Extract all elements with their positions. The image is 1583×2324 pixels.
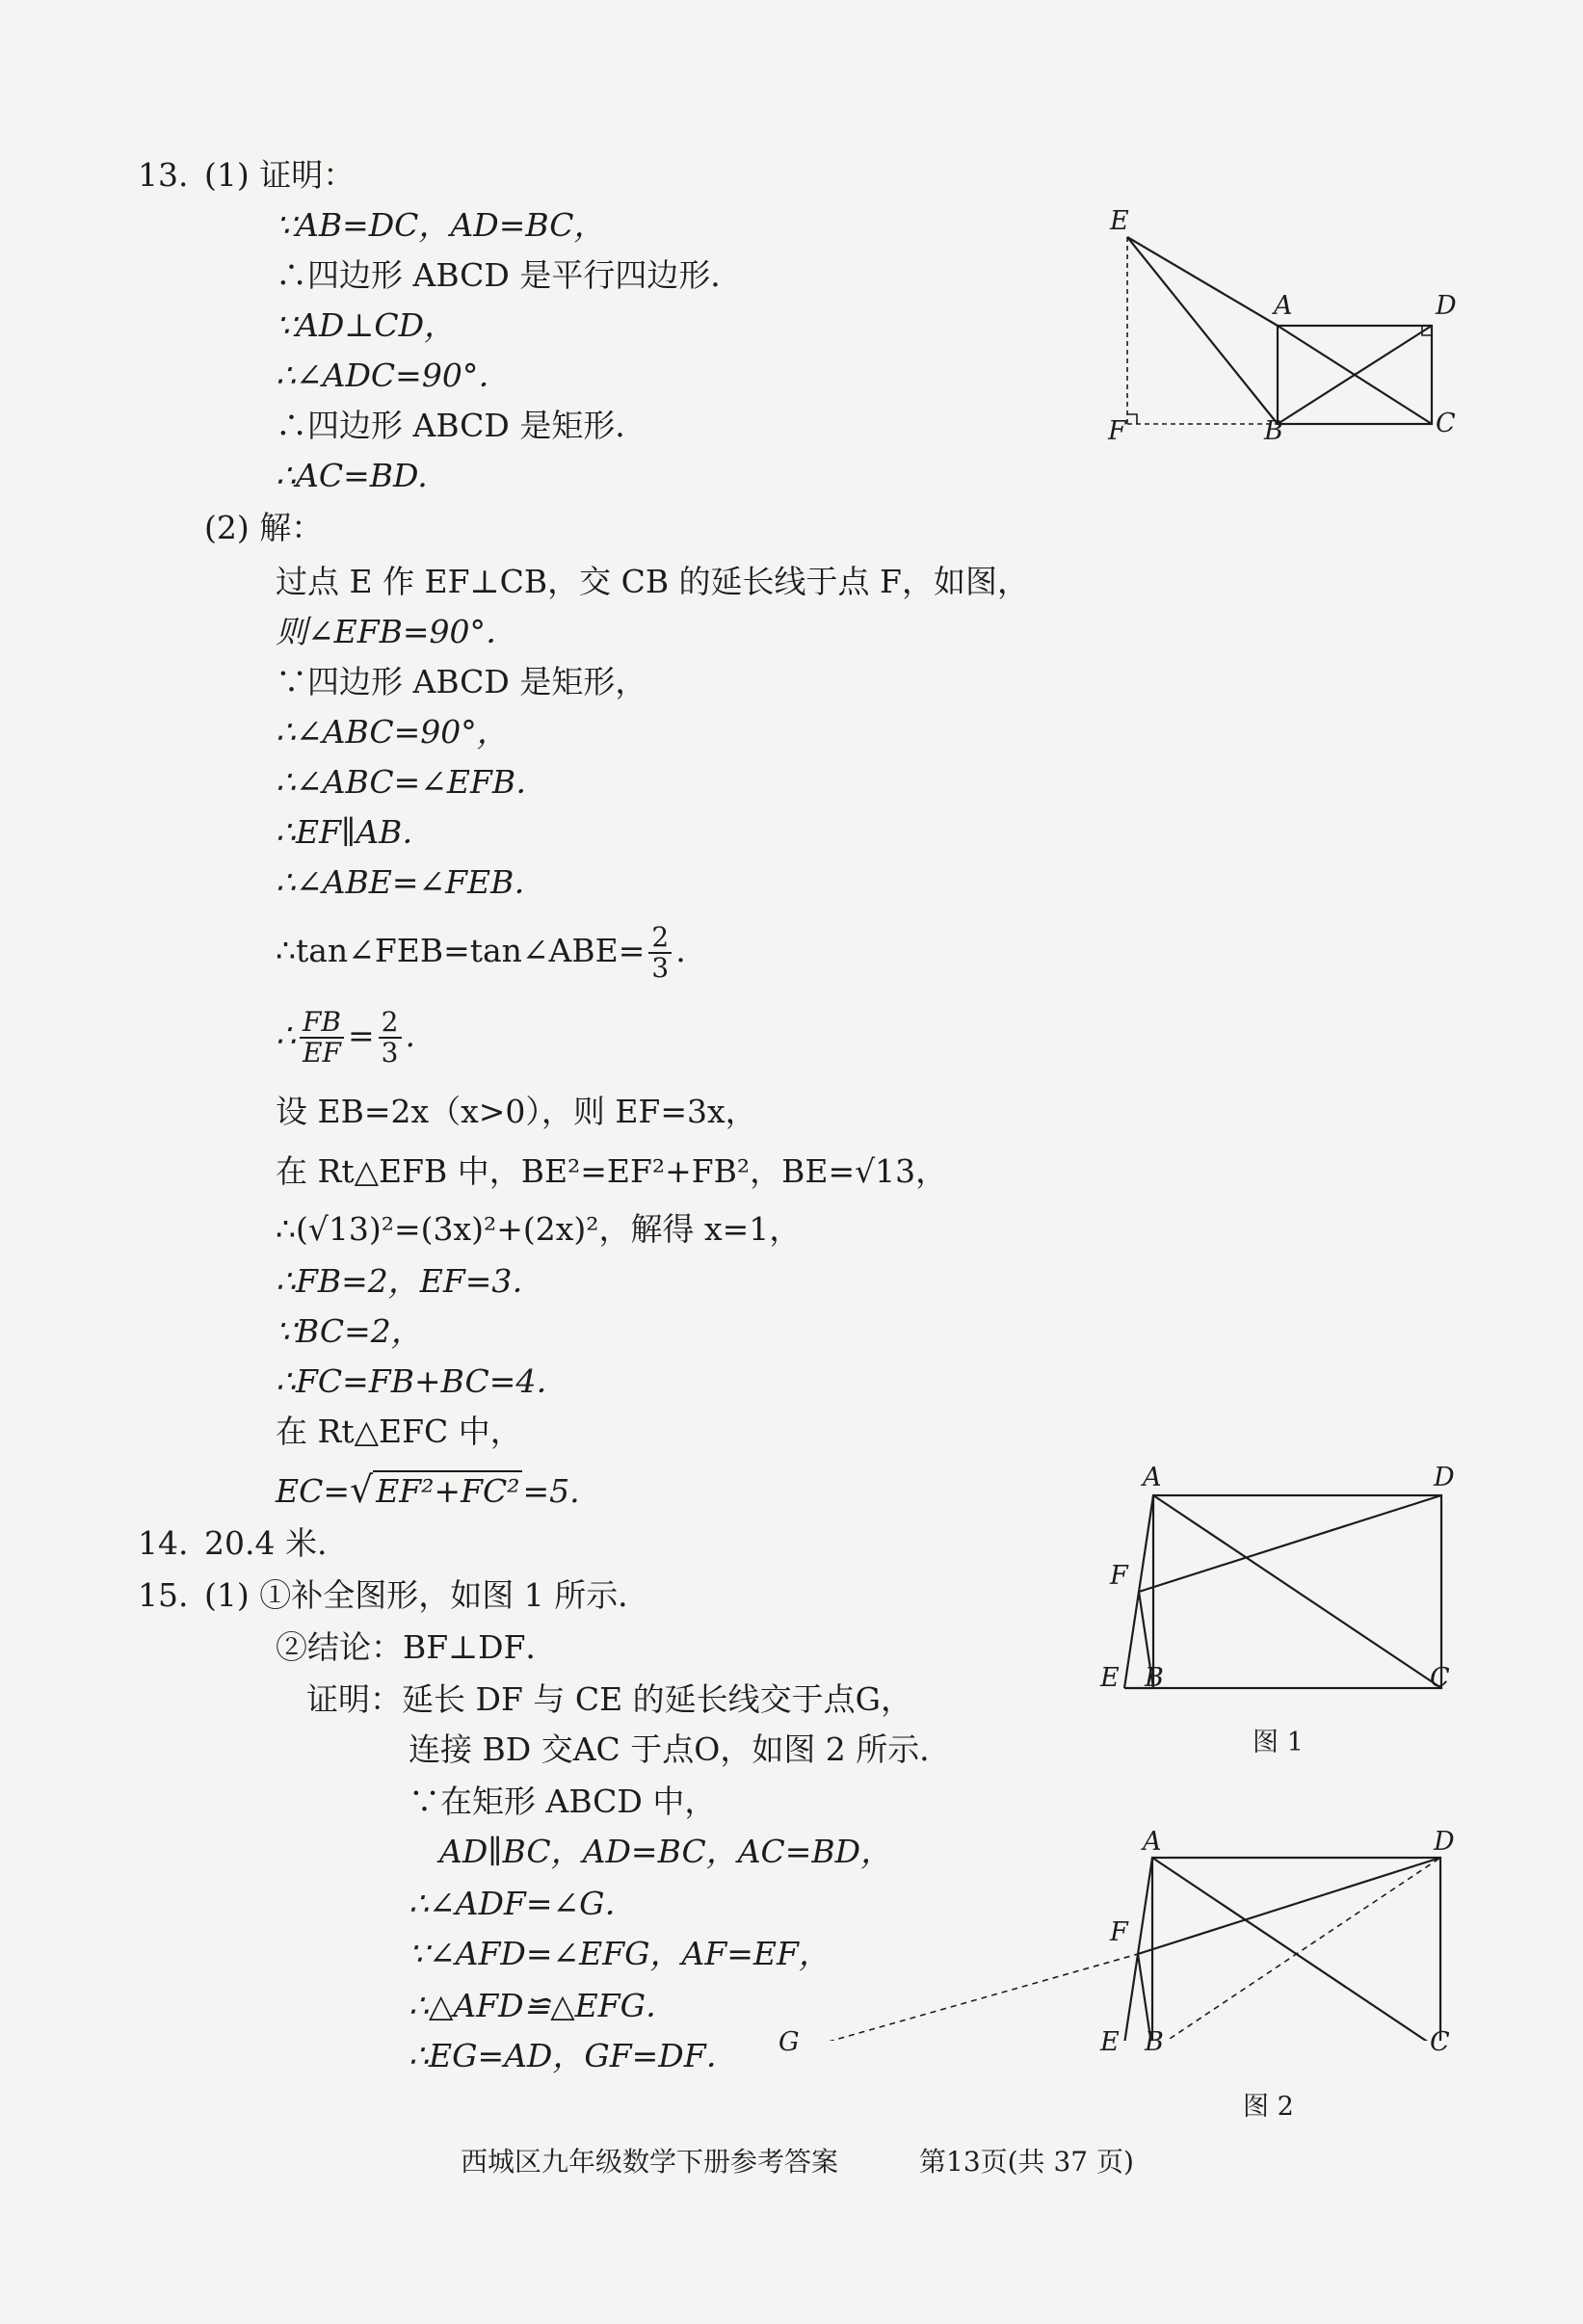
q13-p3-line-2: 在 Rt△EFB 中，BE²=EF²+FB²，BE=√13， bbox=[276, 1152, 948, 1190]
q13-p1-line-1: ∵AB=DC，AD=BC， bbox=[276, 206, 606, 244]
q13-p2-line-4: ∴∠ABC=90°， bbox=[276, 713, 509, 751]
q13-p1-line-2: ∴四边形 ABCD 是平行四边形． bbox=[276, 256, 743, 294]
q13-part1-label: (1) 证明： bbox=[204, 156, 356, 194]
fig2-diag-ac bbox=[1152, 1858, 1440, 2041]
footer-book-title: 西城区九年级数学下册参考答案 bbox=[461, 2146, 839, 2178]
fig2-label-f: F bbox=[1110, 1917, 1128, 1947]
fig-top-label-d: D bbox=[1436, 291, 1457, 321]
q13-p1-line-4: ∴∠ADC=90°． bbox=[276, 357, 511, 394]
q13-p3-line-3: ∴(√13)²=(3x)²+(2x)²，解得 x=1， bbox=[276, 1210, 802, 1248]
fig-top-label-a: A bbox=[1274, 291, 1293, 321]
q13-p3-line-4: ∴FB=2，EF=3． bbox=[276, 1262, 544, 1300]
tan-end: . bbox=[675, 932, 686, 969]
fig1-label-f: F bbox=[1110, 1561, 1128, 1591]
q15-line-2: ②结论：BF⊥DF． bbox=[276, 1628, 558, 1666]
q13-p3-line-7: 在 Rt△EFC 中， bbox=[276, 1413, 522, 1450]
footer-page-number: 第13页(共 37 页) bbox=[919, 2146, 1134, 2178]
q15-line-7: ∴∠ADF=∠G． bbox=[409, 1885, 637, 1922]
fig2-rect-abcd bbox=[1152, 1858, 1440, 2041]
right-angle-f bbox=[1127, 414, 1137, 424]
q13-p1-line-6: ∴AC=BD. bbox=[276, 457, 428, 494]
fig2-label-g: G bbox=[778, 2027, 800, 2057]
ratio-numerator-2: 2 bbox=[379, 1008, 402, 1039]
fig1-label-d: D bbox=[1434, 1463, 1455, 1492]
q13-p3-line-5: ∵BC=2， bbox=[276, 1312, 423, 1350]
q13-p1-line-3: ∵AD⊥CD， bbox=[276, 306, 457, 344]
tan-numerator: 2 bbox=[648, 923, 672, 954]
q14-answer: 20.4 米. bbox=[204, 1524, 328, 1562]
ratio-denominator-1: EF bbox=[303, 1037, 341, 1069]
fig-top-label-c: C bbox=[1436, 409, 1456, 438]
ratio-fraction-2 bbox=[379, 1008, 402, 1068]
ratio-denominator-2: 3 bbox=[381, 1037, 399, 1069]
q13-p2-line-2: 则∠EFB=90°． bbox=[276, 613, 518, 650]
q15-line-8: ∵∠AFD=∠EFG，AF=EF， bbox=[409, 1935, 831, 1972]
tan-fraction bbox=[648, 923, 672, 983]
tan-prefix: ∴tan∠FEB=tan∠ABE= bbox=[276, 932, 646, 969]
q13-p2-line-6: ∴EF∥AB． bbox=[276, 813, 435, 851]
q15-number: 15. bbox=[138, 1576, 189, 1614]
fig2-label-d: D bbox=[1434, 1827, 1455, 1857]
fig2-caption: 图 2 bbox=[1243, 2092, 1294, 2122]
q15-line-3: 证明：延长 DF 与 CE 的延长线交于点G， bbox=[306, 1680, 913, 1718]
fig2-seg-fd bbox=[1138, 1858, 1440, 1954]
seg-ea bbox=[1127, 237, 1278, 326]
q13-ratio-equation bbox=[276, 1008, 415, 1068]
q13-ec-equation bbox=[276, 1470, 580, 1511]
ec-end: =5. bbox=[522, 1472, 580, 1510]
fig1-label-a: A bbox=[1143, 1463, 1162, 1492]
figure-1 bbox=[1098, 1465, 1484, 1696]
q15-line-6: AD∥BC，AD=BC，AC=BD， bbox=[439, 1833, 893, 1870]
fig2-label-a: A bbox=[1143, 1827, 1162, 1857]
fig2-label-e: E bbox=[1100, 2027, 1120, 2057]
fig1-label-c: C bbox=[1430, 1663, 1450, 1693]
q13-p2-line-5: ∴∠ABC=∠EFB． bbox=[276, 763, 548, 801]
ec-radicand: EF²+FC² bbox=[373, 1470, 522, 1510]
sqrt-icon: √ bbox=[350, 1468, 374, 1511]
fig2-seg-gf-dashed bbox=[798, 1954, 1138, 2041]
fig2-label-c: C bbox=[1430, 2027, 1450, 2057]
q15-line-5: ∵在矩形 ABCD 中， bbox=[409, 1783, 717, 1820]
fig2-seg-ea bbox=[1123, 1858, 1152, 2041]
ratio-prefix: ∴ bbox=[276, 1017, 296, 1054]
q15-line-10: ∴EG=AD，GF=DF． bbox=[409, 2037, 738, 2074]
q13-p3-line-6: ∴FC=FB+BC=4． bbox=[276, 1362, 568, 1400]
fig2-seg-bd-dashed bbox=[1152, 1858, 1440, 2041]
fig1-diag-ac bbox=[1153, 1495, 1441, 1688]
ratio-end: . bbox=[405, 1017, 415, 1054]
fig1-caption: 图 1 bbox=[1253, 1728, 1304, 1757]
fig1-seg-fd bbox=[1139, 1495, 1441, 1592]
q14-number: 14. bbox=[138, 1524, 189, 1562]
ratio-fraction-1 bbox=[300, 1008, 344, 1068]
q13-p1-line-5: ∴四边形 ABCD 是矩形． bbox=[276, 407, 647, 444]
q13-p2-line-3: ∵四边形 ABCD 是矩形， bbox=[276, 663, 647, 700]
q13-number: 13. bbox=[138, 156, 189, 194]
q13-part2-label: (2) 解： bbox=[204, 509, 324, 546]
q13-p2-line-7: ∴∠ABE=∠FEB． bbox=[276, 863, 546, 901]
fig2-label-b: B bbox=[1145, 2027, 1164, 2057]
fig1-label-e: E bbox=[1100, 1663, 1120, 1693]
seg-eb bbox=[1127, 237, 1278, 424]
ratio-eq: = bbox=[348, 1017, 375, 1054]
ec-prefix: EC= bbox=[276, 1472, 350, 1510]
fig-top-label-e: E bbox=[1110, 206, 1129, 236]
fig-top-label-f: F bbox=[1108, 416, 1126, 446]
q15-line-4: 连接 BD 交AC 于点O，如图 2 所示． bbox=[409, 1730, 952, 1768]
fig-top-label-b: B bbox=[1264, 416, 1283, 446]
fig1-label-b: B bbox=[1145, 1663, 1164, 1693]
q15-line-1: (1) ①补全图形，如图 1 所示． bbox=[204, 1576, 650, 1614]
q13-tan-equation bbox=[276, 923, 686, 983]
q13-figure bbox=[1098, 202, 1484, 453]
q13-p3-line-1: 设 EB=2x（x>0），则 EF=3x， bbox=[276, 1093, 757, 1130]
ratio-numerator-1: FB bbox=[300, 1008, 344, 1039]
q15-line-9: ∴△AFD≌△EFG． bbox=[409, 1987, 677, 2024]
q13-p2-line-1: 过点 E 作 EF⊥CB，交 CB 的延长线于点 F，如图， bbox=[276, 563, 1029, 600]
tan-denominator: 3 bbox=[651, 952, 670, 984]
